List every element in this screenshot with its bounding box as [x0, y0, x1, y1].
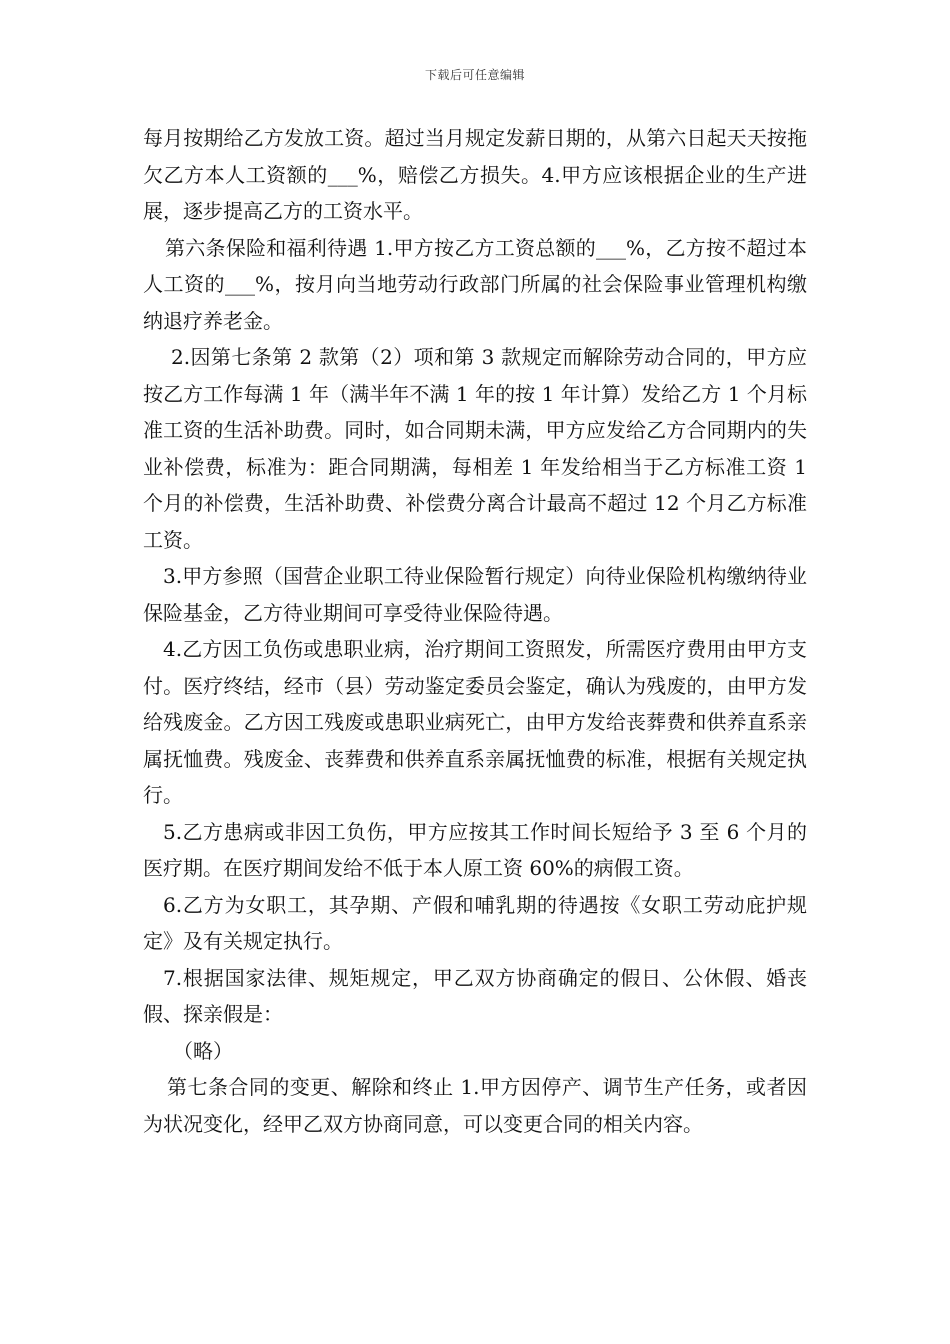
- paragraph-article-seven: 第七条合同的变更、解除和终止 1.甲方因停产、调节生产任务，或者因为状况变化，经甲乙双方协商同意，可以变更合同的相关内容。: [143, 1075, 807, 1136]
- paragraph-work-injury: 4.乙方因工负伤或患职业病，治疗期间工资照发，所需医疗费用由甲方支付。医疗终结，经市（县）劳动鉴定委员会鉴定，确认为残废的，由甲方发给残废金。乙方因工残废或患职业病死亡，由甲方发给丧葬费和供养直系亲属抚恤费。残废金、丧葬费和供养直系亲属抚恤费的标准，根据有关规定执行。: [143, 637, 807, 807]
- paragraph-wage-payment: 每月按期给乙方发放工资。超过当月规定发薪日期的，从第六日起天天按拖欠乙方本人工资额的___%，赔偿乙方损失。4.甲方应该根据企业的生产进展，逐步提高乙方的工资水平。: [143, 126, 807, 223]
- paragraph-unemployment-insurance: 3.甲方参照（国营企业职工待业保险暂行规定）向待业保险机构缴纳待业保险基金，乙方待业期间可享受待业保险待遇。: [143, 564, 807, 625]
- paragraph-omitted: （略）: [173, 1038, 233, 1063]
- paragraph-holidays: 7.根据国家法律、规矩规定，甲乙双方协商确定的假日、公休假、婚丧假、探亲假是：: [143, 965, 807, 1026]
- page-header: 下载后可任意编辑: [424, 68, 525, 82]
- paragraph-female-employee: 6.乙方为女职工，其孕期、产假和哺乳期的待遇按《女职工劳动庇护规定》及有关规定执行。: [143, 892, 807, 953]
- paragraph-article-six-insurance: 第六条保险和福利待遇 1.甲方按乙方工资总额的___%，乙方按不超过本人工资的___%，按月向当地劳动行政部门所属的社会保险事业管理机构缴纳退疗养老金。: [143, 235, 807, 333]
- paragraph-medical-period: 5.乙方患病或非因工负伤，甲方应按其工作时间长短给予 3 至 6 个月的医疗期。在医疗期间发给不低于本人原工资 60%的病假工资。: [143, 819, 807, 880]
- paragraph-subsidy: 2.因第七条第 2 款第（2）项和第 3 款规定而解除劳动合同的，甲方应按乙方工作每满 1 年（满半年不满 1 年的按 1 年计算）发给乙方 1 个月标准工资的生活补助费。同时，如合同期未满，甲方应发给乙方合同期内的失业补偿费，标准为：距合同期满，每相差 1 年发给相当于乙方标准工资 1 个月的补偿费，生活补助费、补偿费分离合计最高不超过 12 个月乙方标准工资。: [143, 345, 807, 552]
- document-body: [143, 120, 807, 1142]
